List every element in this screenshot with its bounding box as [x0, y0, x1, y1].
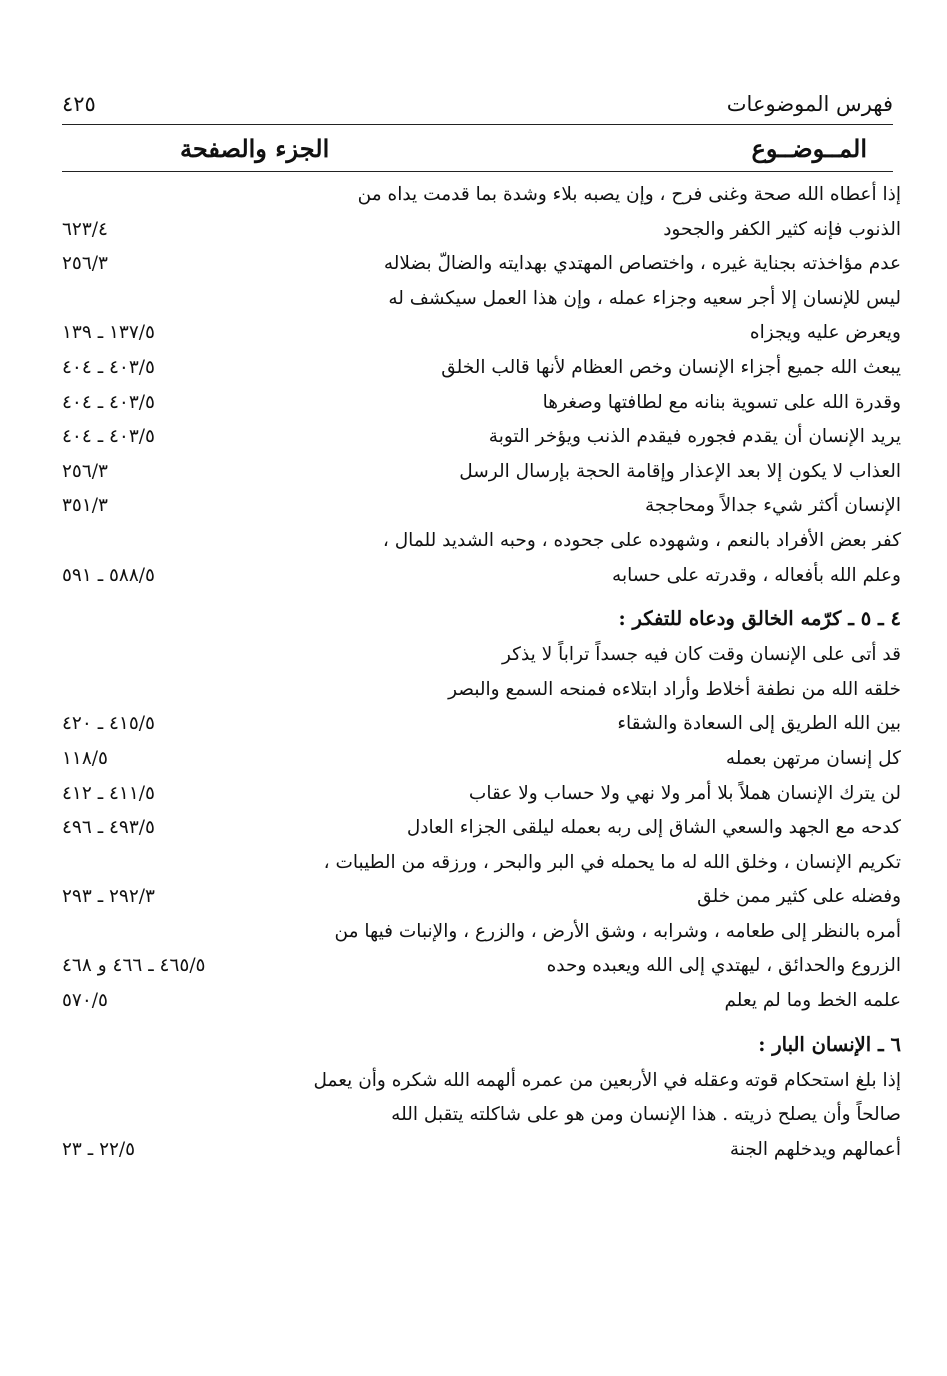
page-reference: ٤٠٣/٥ ـ ٤٠٤ [62, 356, 155, 378]
topic-text: وقدرة الله على تسوية بنانه مع لطافتها وصغرها [542, 391, 901, 413]
index-row [62, 353, 901, 388]
section-heading: ٤ ـ ٥ ـ كرّمه الخالق ودعاه للتفكر : [618, 607, 901, 631]
topic-text: إذا أعطاه الله صحة وغنى فرح ، وإن يصبه بلاء وشدة بما قدمت يداه من [357, 184, 901, 205]
topic-column-header: المــوضــوع [751, 134, 867, 163]
index-entries [62, 180, 901, 1169]
index-row [62, 561, 901, 596]
index-row [62, 917, 901, 952]
column-header-rule [62, 171, 893, 172]
topic-text: كفر بعض الأفراد بالنعم ، وشهوده على جحوده ، وحبه الشديد للمال ، [382, 529, 901, 551]
topic-text: بين الله الطريق إلى السعادة والشقاء [617, 713, 901, 735]
page-reference: ٢٢/٥ ـ ٢٣ [62, 1138, 136, 1160]
page-reference: ٥٨٨/٥ ـ ٥٩١ [62, 564, 155, 586]
index-row [62, 318, 901, 353]
page-reference: ٤٠٣/٥ ـ ٤٠٤ [62, 426, 155, 448]
index-row [62, 180, 901, 215]
topic-text: أعمالهم ويدخلهم الجنة [729, 1138, 901, 1160]
index-row [62, 986, 901, 1021]
topic-text: العذاب لا يكون إلا بعد الإعذار وإقامة الحجة بإرسال الرسل [459, 460, 901, 482]
topic-text: الإنسان أكثر شيء جدالاً ومحاججة [644, 495, 901, 517]
topic-text: تكريم الإنسان ، وخلق الله له ما يحمله في البر والبحر ، ورزقه من الطيبات ، [323, 851, 901, 873]
topic-text: ويعرض عليه ويجزاه [749, 322, 901, 344]
page-reference: ٤١٥/٥ ـ ٤٢٠ [62, 713, 155, 735]
index-row [62, 284, 901, 319]
index-row [62, 951, 901, 986]
index-row [62, 709, 901, 744]
index-row [62, 779, 901, 814]
index-row [62, 1066, 901, 1101]
topic-text: الذنوب فإنه كثير الكفر والجحود [663, 218, 901, 240]
index-row [62, 249, 901, 284]
page-reference: ٤٩٣/٥ ـ ٤٩٦ [62, 817, 155, 839]
page-reference: ٥٧٠/٥ [62, 990, 108, 1012]
topic-text: أمره بالنظر إلى طعامه ، وشرابه ، وشق الأرض ، والزرع ، والإنبات فيها من [334, 920, 901, 942]
page-reference: ١٣٧/٥ ـ ١٣٩ [62, 322, 155, 344]
index-row [62, 526, 901, 561]
page-reference: ٦٢٣/٤ [62, 218, 108, 240]
page-reference: ٤٠٣/٥ ـ ٤٠٤ [62, 391, 155, 413]
index-row [62, 744, 901, 779]
index-row [62, 491, 901, 526]
topic-text: عدم مؤاخذته بجناية غيره ، واختصاص المهتدي بهدايته والضالّ بضلاله [383, 253, 901, 275]
topic-text: خلقه الله من نطفة أخلاط وأراد ابتلاءه فمنحه السمع والبصر [448, 678, 901, 700]
page-reference: ١١٨/٥ [62, 747, 108, 769]
topic-text: لن يترك الإنسان هملاً بلا أمر ولا نهي ولا حساب ولا عقاب [468, 782, 901, 804]
index-row [62, 457, 901, 492]
topic-text: ليس للإنسان إلا أجر سعيه وجزاء عمله ، وإن هذا العمل سيكشف له [388, 287, 901, 309]
topic-text: كدحه مع الجهد والسعي الشاق إلى ربه بعمله ليلقى الجزاء العادل [406, 817, 901, 839]
index-row [62, 1100, 901, 1135]
reference-column-header: الجزء والصفحة [180, 134, 330, 163]
index-row [62, 215, 901, 250]
topic-text: علمه الخط وما لم يعلم [724, 990, 901, 1012]
section-heading-row [62, 595, 901, 640]
index-row [62, 813, 901, 848]
page-reference: ٣٥١/٣ [62, 495, 108, 517]
topic-text: يريد الإنسان أن يقدم فجوره فيقدم الذنب ويؤخر التوبة [488, 426, 901, 448]
topic-text: إذا بلغ استحكام قوته وعقله في الأربعين من عمره ألهمه الله شكره وأن يعمل [313, 1069, 901, 1091]
index-row [62, 848, 901, 883]
header-rule [62, 124, 893, 125]
page-reference: ٤٦٥/٥ ـ ٤٦٦ و ٤٦٨ [62, 955, 206, 977]
index-row [62, 1135, 901, 1170]
topic-text: كل إنسان مرتهن بعمله [725, 747, 901, 769]
index-row [62, 675, 901, 710]
section-heading: ٦ ـ الإنسان البار : [758, 1032, 901, 1056]
topic-text: قد أتى على الإنسان وقت كان فيه جسداً تراباً لا يذكر [501, 644, 901, 666]
topic-text: وعلم الله بأفعاله ، وقدرته على حسابه [612, 564, 901, 586]
index-row [62, 640, 901, 675]
topic-text: الزروع والحدائق ، ليهتدي إلى الله ويعبده وحده [546, 955, 901, 977]
topic-text: صالحاً وأن يصلح ذريته . هذا الإنسان ومن هو على شاكلته يتقبل الله [391, 1104, 901, 1126]
page-reference: ٢٥٦/٣ [62, 460, 108, 482]
index-row [62, 882, 901, 917]
page-reference: ٢٥٦/٣ [62, 253, 108, 275]
section-heading-row [62, 1021, 901, 1066]
index-row [62, 388, 901, 423]
page-reference: ٢٩٢/٣ ـ ٢٩٣ [62, 886, 155, 908]
topic-text: وفضله على كثير ممن خلق [697, 886, 901, 908]
page-number: ٤٢٥ [62, 92, 96, 116]
index-row [62, 422, 901, 457]
page-reference: ٤١١/٥ ـ ٤١٢ [62, 782, 155, 804]
running-header [62, 92, 893, 122]
topic-text: يبعث الله جميع أجزاء الإنسان وخص العظام لأنها قالب الخلق [441, 356, 901, 378]
running-title: فهرس الموضوعات [726, 92, 893, 116]
